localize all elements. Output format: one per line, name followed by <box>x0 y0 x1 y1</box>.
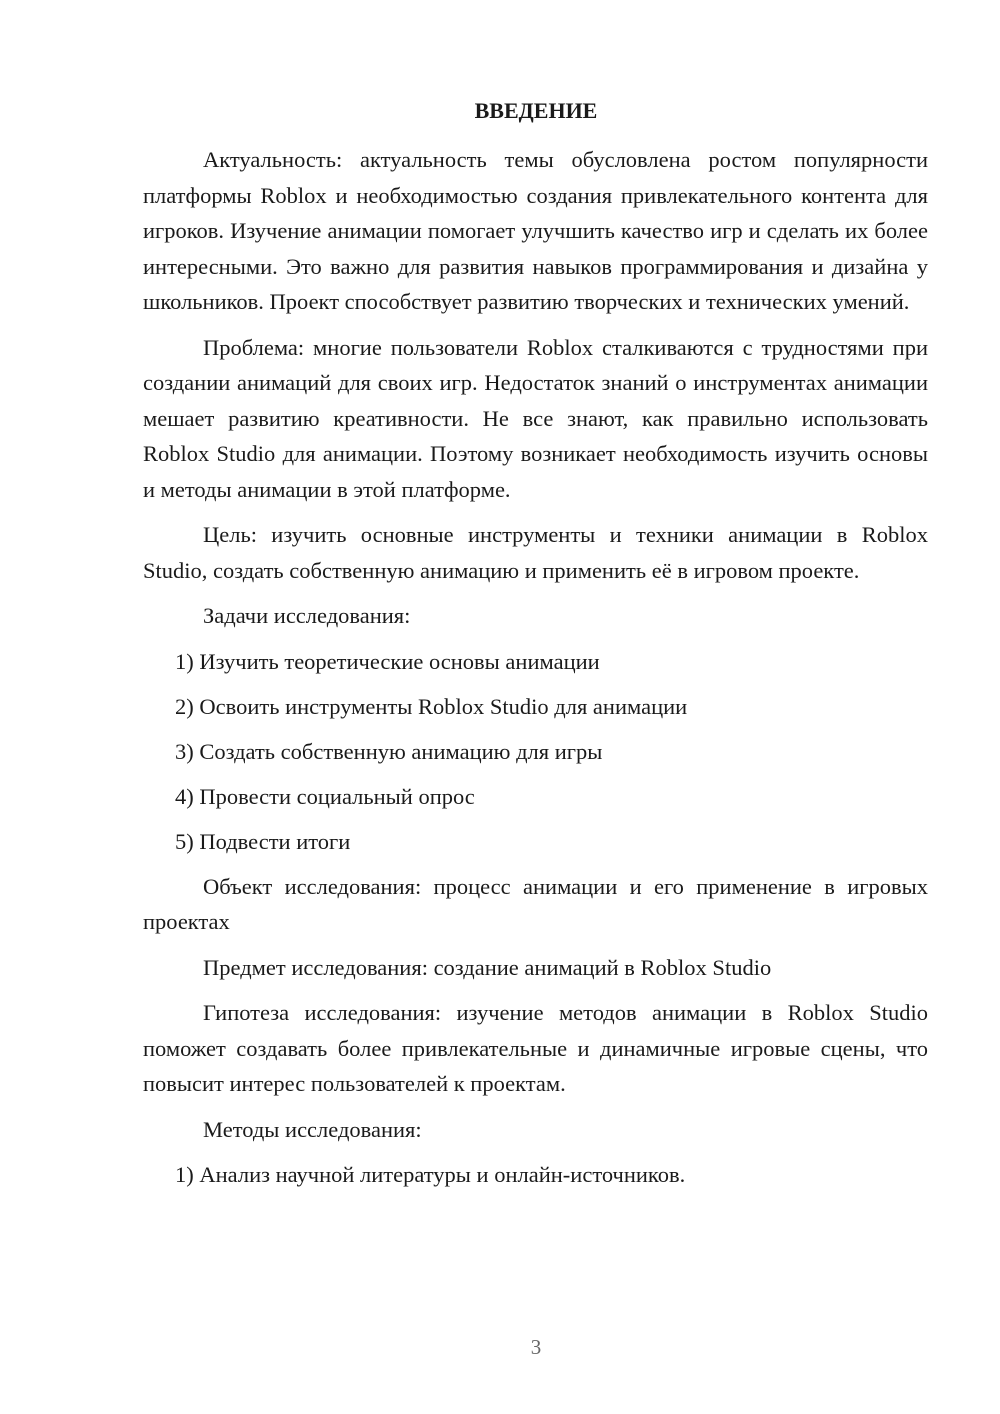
methods-heading: Методы исследования: <box>203 1116 422 1142</box>
page-title: ВВЕДЕНИЕ <box>474 98 598 123</box>
paragraph-subject: Предмет исследования: создание анимаций в Roblox Studio <box>203 954 772 980</box>
document-body <box>143 142 928 1202</box>
methods-list <box>143 1157 928 1193</box>
paragraph-hypothesis: Гипотеза исследования: изучение методов анимации в Roblox Studio поможет создавать более привлекательные и динамичные игровые сцены, что повысит интерес пользователей к проектам. <box>143 1000 928 1096</box>
list-item: 3) Создать собственную анимацию для игры <box>175 738 603 764</box>
paragraph-relevance: Актуальность: актуальность темы обусловлена ростом популярности платформы Roblox и необходимостью создания привлекательного контента для игроков. Изучение анимации помогает улучшить качество игр и сделать их более интересными. Это важно для развития навыков программирования и дизайна у школьников. Проект способствует развитию творческих и технических умений. <box>143 147 928 314</box>
tasks-list <box>143 644 928 860</box>
paragraph-object: Объект исследования: процесс анимации и его применение в игровых проектах <box>143 873 928 934</box>
page-number: 3 <box>530 1335 542 1359</box>
tasks-heading: Задачи исследования: <box>203 603 411 628</box>
list-item: 4) Провести социальный опрос <box>175 783 475 809</box>
list-item: 1) Анализ научной литературы и онлайн-источников. <box>175 1162 686 1187</box>
paragraph-problem: Проблема: многие пользователи Roblox сталкиваются с трудностями при создании анимаций для своих игр. Недостаток знаний о инструментах анимации мешает развитию креативности. Не все знают, как правильно использовать Roblox Studio для анимации. Поэтому возникает необходимость изучить основы и методы анимации в этой платформе. <box>143 334 928 502</box>
list-item: 2) Освоить инструменты Roblox Studio для анимации <box>175 693 688 719</box>
paragraph-goal: Цель: изучить основные инструменты и техники анимации в Roblox Studio, создать собственную анимацию и применить её в игровом проекте. <box>143 522 928 583</box>
list-item: 5) Подвести итоги <box>175 828 351 854</box>
list-item: 1) Изучить теоретические основы анимации <box>175 648 600 674</box>
